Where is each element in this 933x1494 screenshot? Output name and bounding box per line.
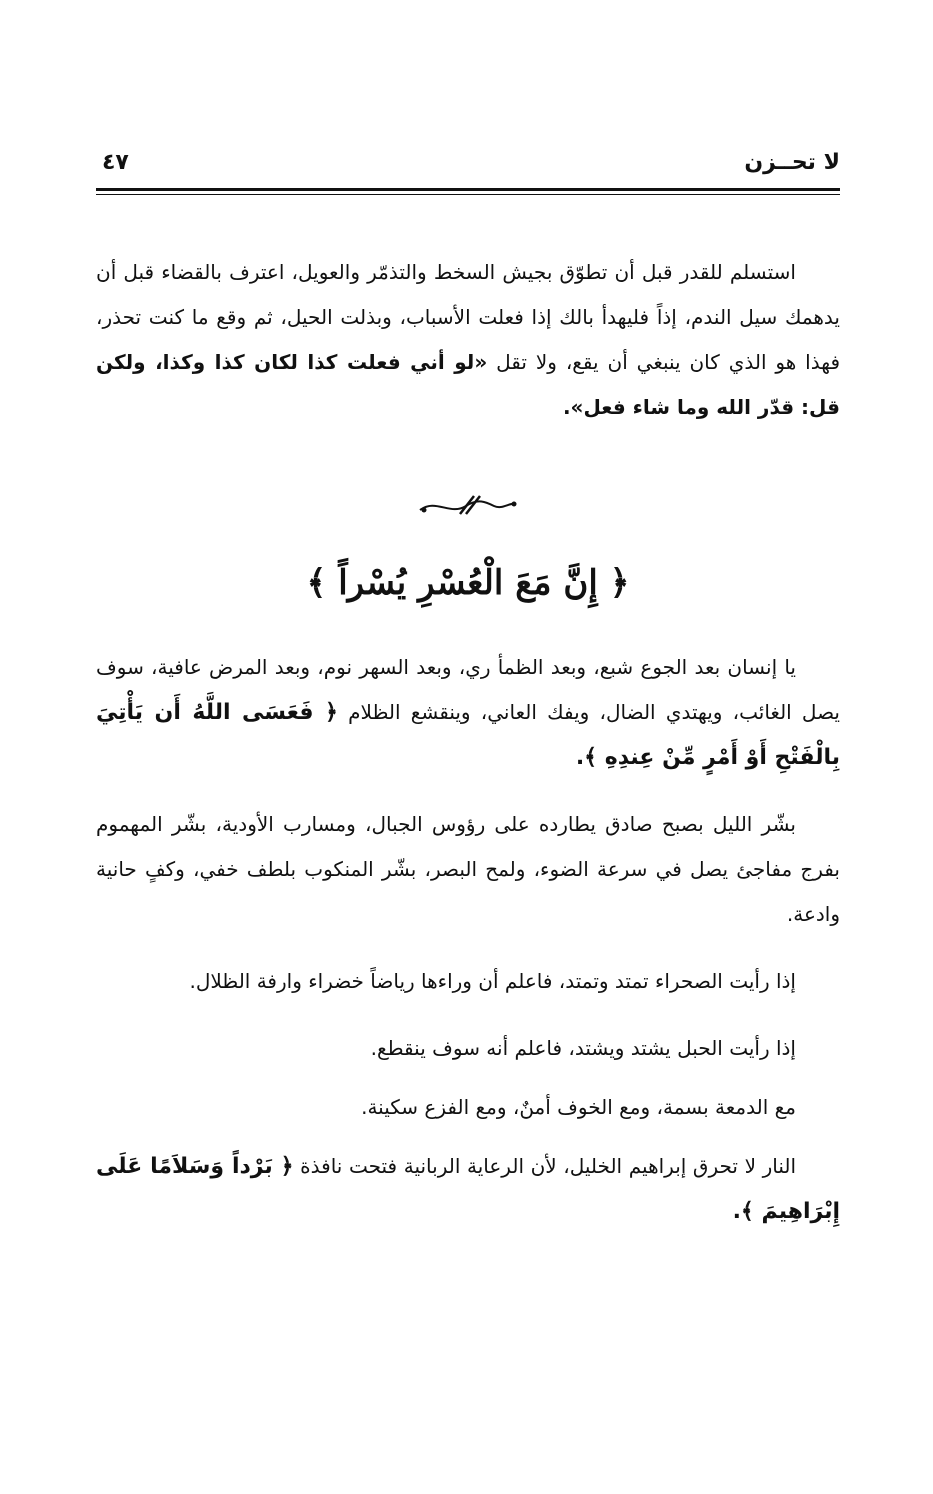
page-header xyxy=(96,148,840,188)
paragraph-4: إذا رأيت الصحراء تمتد وتمتد، فاعلم أن وراءها رياضاً خضراء وارفة الظلال. xyxy=(189,969,796,993)
paragraph-1-text: استسلم للقدر قبل أن تطوّق بجيش السخط والتذمّر والعويل، اعترف بالقضاء قبل أن يدهمك سيل الندم، إذاً فليهدأ بالك إذا فعلت الأسباب، وبذلت الحيل، ثم وقع ما كنت تحذر، فهذا هو الذي كان ينبغي أن يقع، ولا تقل xyxy=(96,260,840,374)
header-rule-thin xyxy=(96,194,840,195)
header-rule-thick xyxy=(96,188,840,191)
paragraph-1 xyxy=(96,250,840,430)
section-2 xyxy=(96,645,840,1234)
section-heading: ﴿ إِنَّ مَعَ الْعُسْرِ يُسْراً ﴾ xyxy=(306,563,630,603)
paragraph-5: إذا رأيت الحبل يشتد ويشتد، فاعلم أنه سوف ينقطع. xyxy=(370,1036,796,1060)
quran-verse-2: ﴿ بَرْداً وَسَلاَمًا عَلَى إِبْرَاهِيمَ ﴾. xyxy=(96,1154,840,1224)
prophetic-quote: «لو أني فعلت كذا لكان كذا وكذا، ولكن قل: قدّر الله وما شاء فعل». xyxy=(96,350,840,419)
paragraph-3: بشّر الليل بصبح صادق يطارده على رؤوس الجبال، ومسارب الأودية، بشّر المهموم بفرج مفاجئ يصل في سرعة الضوء، ولمح البصر، بشّر المنكوب بلطف خفي، وكفٍ حانية وادعة. xyxy=(96,812,840,926)
quran-verse-1: ﴿ فَعَسَى اللَّهُ أَن يَأْتِيَ بِالْفَتْحِ أَوْ أَمْرٍ مِّنْ عِندِهِ ﴾. xyxy=(96,700,840,770)
page-number: ٤٧ xyxy=(102,150,129,175)
paragraph-2 xyxy=(96,645,840,780)
divider-ornament-icon xyxy=(416,490,520,520)
paragraph-7 xyxy=(96,1144,840,1234)
paragraph-2-text: يا إنسان بعد الجوع شبع، وبعد الظمأ ري، وبعد السهر نوم، وبعد المرض عافية، سوف يصل الغائب، ويهتدي الضال، ويفك العاني، وينقشع الظلام xyxy=(96,655,840,724)
section-1 xyxy=(96,250,840,430)
running-title: لا تحــزن xyxy=(744,150,840,175)
paragraph-7-text: النار لا تحرق إبراهيم الخليل، لأن الرعاية الربانية فتحت نافذة xyxy=(300,1154,797,1178)
paragraph-6: مع الدمعة بسمة، ومع الخوف أمنٌ، ومع الفزع سكينة. xyxy=(361,1095,796,1119)
